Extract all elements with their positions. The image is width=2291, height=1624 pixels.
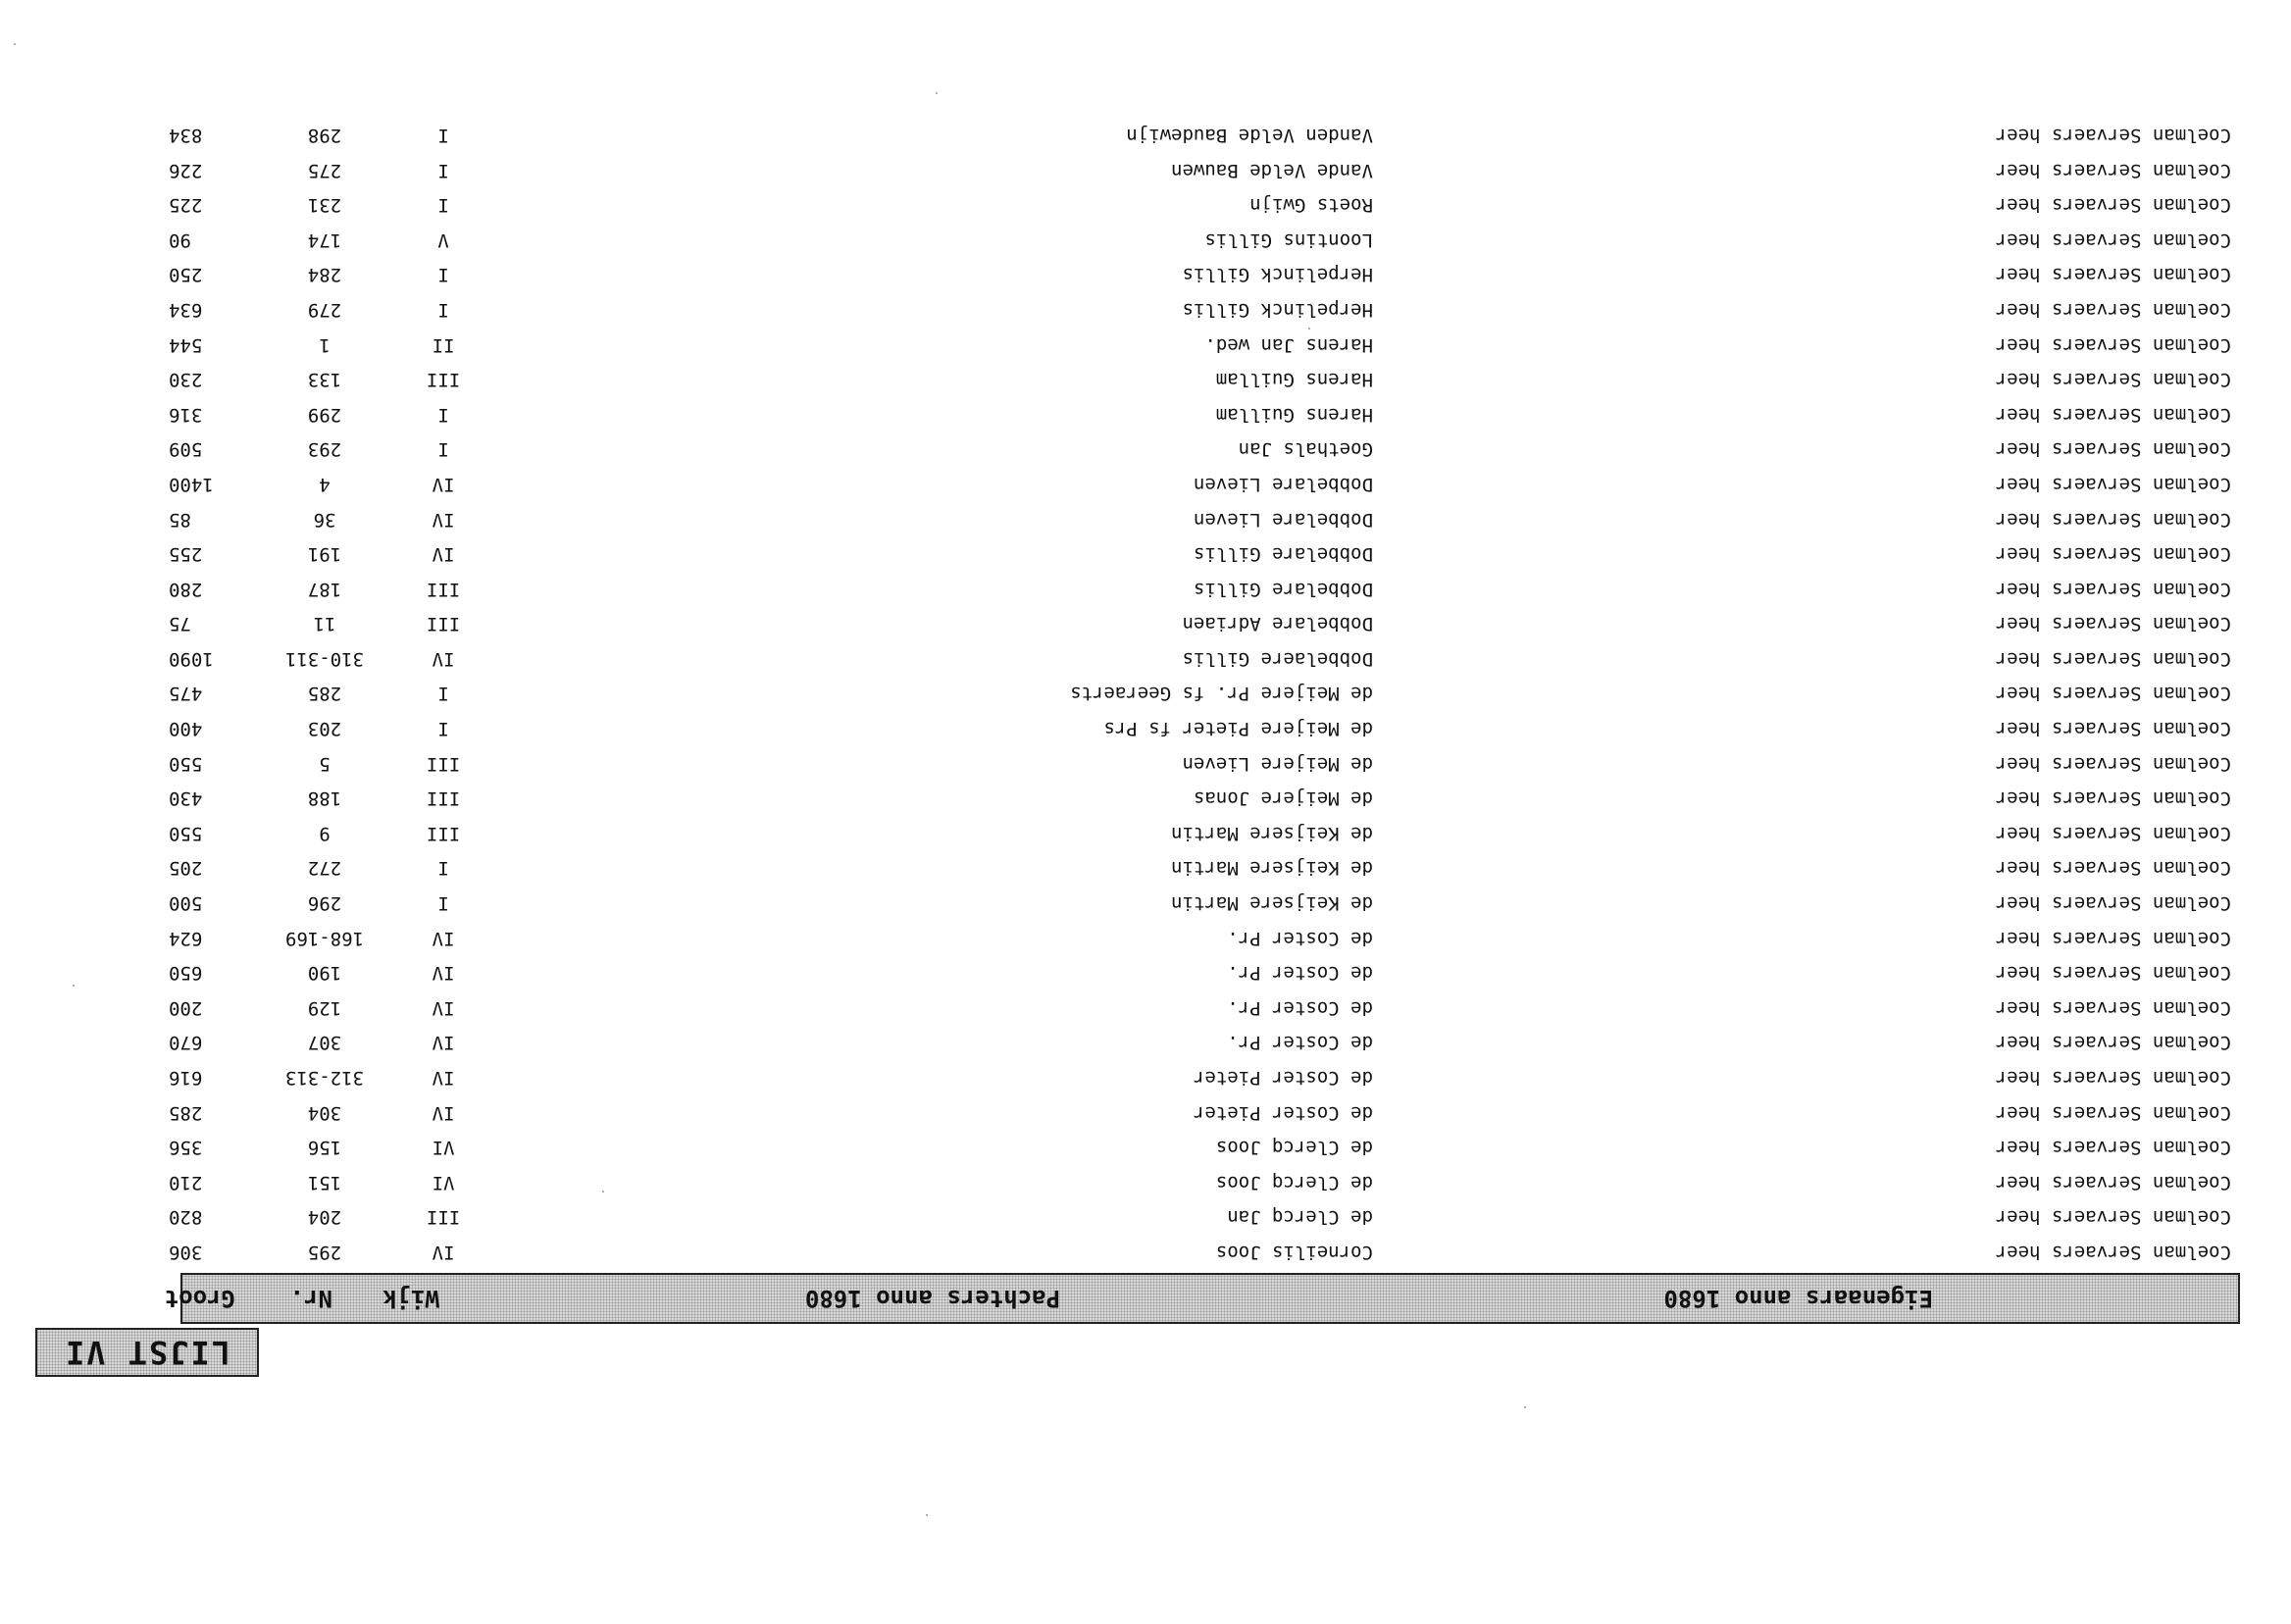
cell-eigenaar: Coelman Servaers heer: [1995, 403, 2231, 426]
cell-pachter: Dobbelare Lieven: [1193, 473, 1373, 495]
cell-nr: 310-311: [284, 647, 365, 670]
cell-groot: 250: [169, 264, 203, 286]
cell-eigenaar: Coelman Servaers heer: [1995, 298, 2231, 321]
cell-pachter: de Keijsere Martin: [1171, 892, 1373, 915]
cell-wijk: I: [437, 892, 449, 915]
cell-groot: 225: [169, 194, 203, 217]
table-row: [0, 918, 2291, 953]
table-row: [0, 360, 2291, 395]
cell-wijk: II: [432, 333, 455, 356]
table-row: [0, 325, 2291, 360]
cell-eigenaar: Coelman Servaers heer: [1995, 125, 2231, 146]
cell-nr: 191: [307, 543, 342, 566]
cell-groot: 316: [169, 403, 203, 426]
cell-groot: 210: [169, 1171, 203, 1193]
table-row: [0, 499, 2291, 534]
cell-pachter: Herpelinck Gillis: [1182, 298, 1373, 321]
cell-pachter: de Meijere Lieven: [1182, 752, 1373, 775]
table-row: [0, 1057, 2291, 1092]
cell-pachter: de Coster Pr.: [1227, 1032, 1373, 1054]
cell-pachter: de Meijere Jonas: [1193, 787, 1373, 810]
cell-eigenaar: Coelman Servaers heer: [1995, 1242, 2231, 1263]
table-row: [0, 883, 2291, 918]
cell-groot: 90: [169, 228, 191, 251]
cell-groot: 306: [169, 1242, 203, 1263]
cell-pachter: Roets Gwijn: [1249, 194, 1373, 217]
cell-groot: 634: [169, 298, 203, 321]
table-row: [0, 115, 2291, 150]
cell-eigenaar: Coelman Servaers heer: [1995, 438, 2231, 461]
cell-wijk: IV: [432, 647, 455, 670]
cell-pachter: de Coster Pr.: [1227, 927, 1373, 949]
cell-nr: 275: [307, 159, 342, 181]
cell-eigenaar: Coelman Servaers heer: [1995, 613, 2231, 635]
cell-nr: 298: [307, 125, 342, 146]
cell-eigenaar: Coelman Servaers heer: [1995, 1067, 2231, 1090]
cell-nr: 36: [313, 508, 336, 531]
cell-groot: 834: [169, 125, 203, 146]
cell-pachter: de Meijere Pieter fs Prs: [1103, 718, 1373, 740]
cell-nr: 190: [307, 962, 342, 985]
cell-groot: 650: [169, 962, 203, 985]
cell-eigenaar: Coelman Servaers heer: [1995, 857, 2231, 880]
table-row: [0, 638, 2291, 674]
cell-wijk: I: [437, 718, 449, 740]
cell-eigenaar: Coelman Servaers heer: [1995, 264, 2231, 286]
cell-wijk: III: [426, 787, 461, 810]
cell-nr: 296: [307, 892, 342, 915]
cell-nr: 304: [307, 1101, 342, 1124]
cell-eigenaar: Coelman Servaers heer: [1995, 369, 2231, 391]
cell-wijk: III: [426, 369, 461, 391]
table-row: [0, 534, 2291, 570]
cell-nr: 9: [319, 822, 331, 844]
cell-pachter: Dobbelare Adriaen: [1182, 613, 1373, 635]
cell-groot: 280: [169, 578, 203, 600]
cell-wijk: III: [426, 752, 461, 775]
header-pachters: Pachters anno 1680: [804, 1285, 1060, 1312]
table-row: [0, 709, 2291, 744]
cell-groot: 820: [169, 1206, 203, 1229]
table-row: [0, 255, 2291, 290]
cell-groot: 230: [169, 369, 203, 391]
cell-eigenaar: Coelman Servaers heer: [1995, 822, 2231, 844]
cell-groot: 430: [169, 787, 203, 810]
cell-pachter: Herpelinck Gillis: [1182, 264, 1373, 286]
cell-groot: 1400: [169, 473, 214, 495]
cell-eigenaar: Coelman Servaers heer: [1995, 1137, 2231, 1159]
scan-speck: [14, 43, 16, 45]
list-title-text: LIJST VI: [63, 1334, 231, 1371]
cell-nr: 279: [307, 298, 342, 321]
cell-eigenaar: Coelman Servaers heer: [1995, 543, 2231, 566]
cell-eigenaar: Coelman Servaers heer: [1995, 647, 2231, 670]
cell-groot: 509: [169, 438, 203, 461]
cell-groot: 624: [169, 927, 203, 949]
cell-eigenaar: Coelman Servaers heer: [1995, 787, 2231, 810]
header-groot: Groot: [164, 1285, 235, 1312]
cell-nr: 307: [307, 1032, 342, 1054]
cell-groot: 85: [169, 508, 191, 531]
table-row: [0, 430, 2291, 465]
cell-wijk: I: [437, 403, 449, 426]
cell-groot: 226: [169, 159, 203, 181]
table-row: [0, 1232, 2291, 1267]
cell-nr: 312-313: [284, 1067, 365, 1090]
cell-groot: 544: [169, 333, 203, 356]
cell-groot: 356: [169, 1137, 203, 1159]
cell-wijk: III: [426, 578, 461, 600]
cell-nr: 151: [307, 1171, 342, 1193]
list-title: [35, 1328, 259, 1377]
cell-wijk: III: [426, 822, 461, 844]
table-row: [0, 220, 2291, 255]
table-row: [0, 813, 2291, 848]
cell-pachter: Vanden Velde Baudewijn: [1126, 125, 1373, 146]
cell-wijk: IV: [432, 1067, 455, 1090]
cell-pachter: Harens Guillam: [1215, 369, 1373, 391]
cell-eigenaar: Coelman Servaers heer: [1995, 473, 2231, 495]
scan-speck: [73, 985, 75, 987]
cell-wijk: IV: [432, 927, 455, 949]
cell-wijk: IV: [432, 996, 455, 1019]
cell-eigenaar: Coelman Servaers heer: [1995, 508, 2231, 531]
cell-pachter: Dobbelare Gillis: [1193, 578, 1373, 600]
cell-pachter: de Meijere Pr. fs Geeraerts: [1070, 683, 1373, 705]
table-row: [0, 1092, 2291, 1128]
table-row: [0, 848, 2291, 884]
scan-speck: [1308, 328, 1310, 330]
cell-pachter: de Keijsere Martin: [1171, 857, 1373, 880]
cell-wijk: IV: [432, 508, 455, 531]
cell-eigenaar: Coelman Servaers heer: [1995, 194, 2231, 217]
scan-speck: [1524, 1406, 1526, 1408]
table-row: [0, 569, 2291, 604]
header-eigenaars: Eigenaars anno 1680: [1663, 1285, 1933, 1312]
cell-wijk: IV: [432, 1242, 455, 1263]
cell-pachter: de Clercq Joos: [1215, 1137, 1373, 1159]
cell-wijk: VI: [432, 1137, 455, 1159]
cell-groot: 285: [169, 1101, 203, 1124]
cell-nr: 188: [307, 787, 342, 810]
cell-eigenaar: Coelman Servaers heer: [1995, 962, 2231, 985]
cell-groot: 255: [169, 543, 203, 566]
cell-nr: 11: [313, 613, 336, 635]
cell-groot: 616: [169, 1067, 203, 1090]
cell-nr: 5: [319, 752, 331, 775]
cell-pachter: Harens Jan wed.: [1204, 333, 1373, 356]
cell-wijk: IV: [432, 1032, 455, 1054]
cell-wijk: VI: [432, 1171, 455, 1193]
cell-pachter: de Coster Pr.: [1227, 996, 1373, 1019]
cell-nr: 204: [307, 1206, 342, 1229]
cell-eigenaar: Coelman Servaers heer: [1995, 228, 2231, 251]
table-row: [0, 674, 2291, 709]
table-row: [0, 1162, 2291, 1197]
table-row: [0, 779, 2291, 814]
table-row: [0, 743, 2291, 779]
cell-pachter: de Coster Pieter: [1193, 1101, 1373, 1124]
cell-eigenaar: Coelman Servaers heer: [1995, 159, 2231, 181]
cell-eigenaar: Coelman Servaers heer: [1995, 927, 2231, 949]
cell-wijk: I: [437, 264, 449, 286]
cell-groot: 400: [169, 718, 203, 740]
cell-nr: 156: [307, 1137, 342, 1159]
header-nr: Nr.: [289, 1285, 332, 1312]
cell-wijk: IV: [432, 962, 455, 985]
cell-nr: 129: [307, 996, 342, 1019]
cell-wijk: I: [437, 298, 449, 321]
cell-pachter: Loontins Gillis: [1204, 228, 1373, 251]
cell-wijk: I: [437, 194, 449, 217]
table-row: [0, 1023, 2291, 1058]
cell-wijk: I: [437, 438, 449, 461]
cell-wijk: IV: [432, 543, 455, 566]
cell-groot: 670: [169, 1032, 203, 1054]
cell-pachter: Corneilis Joos: [1215, 1242, 1373, 1263]
table-row: [0, 150, 2291, 185]
cell-nr: 284: [307, 264, 342, 286]
cell-pachter: Harens Guillam: [1215, 403, 1373, 426]
cell-nr: 299: [307, 403, 342, 426]
cell-nr: 295: [307, 1242, 342, 1263]
cell-groot: 200: [169, 996, 203, 1019]
cell-wijk: I: [437, 683, 449, 705]
cell-eigenaar: Coelman Servaers heer: [1995, 1101, 2231, 1124]
cell-pachter: Dobbelaere Gillis: [1182, 647, 1373, 670]
table-row: [0, 1128, 2291, 1163]
scan-speck: [936, 92, 938, 94]
cell-pachter: de Keijsere Martin: [1171, 822, 1373, 844]
table-row: [0, 289, 2291, 325]
cell-nr: 231: [307, 194, 342, 217]
scan-speck: [926, 1514, 928, 1516]
cell-wijk: I: [437, 159, 449, 181]
cell-groot: 500: [169, 892, 203, 915]
table-header: [164, 1273, 2240, 1324]
cell-pachter: de Clercq Joos: [1215, 1171, 1373, 1193]
cell-wijk: I: [437, 125, 449, 146]
table-row: [0, 1197, 2291, 1233]
cell-nr: 203: [307, 718, 342, 740]
cell-eigenaar: Coelman Servaers heer: [1995, 752, 2231, 775]
cell-wijk: IV: [432, 1101, 455, 1124]
cell-eigenaar: Coelman Servaers heer: [1995, 333, 2231, 356]
cell-wijk: I: [437, 857, 449, 880]
cell-groot: 1090: [169, 647, 214, 670]
cell-nr: 133: [307, 369, 342, 391]
table-body: [0, 115, 2291, 1267]
cell-eigenaar: Coelman Servaers heer: [1995, 718, 2231, 740]
cell-groot: 550: [169, 822, 203, 844]
table-row: [0, 464, 2291, 499]
cell-eigenaar: Coelman Servaers heer: [1995, 996, 2231, 1019]
table-row: [0, 604, 2291, 639]
cell-pachter: de Coster Pieter: [1193, 1067, 1373, 1090]
cell-groot: 550: [169, 752, 203, 775]
cell-eigenaar: Coelman Servaers heer: [1995, 1171, 2231, 1193]
table-row: [0, 394, 2291, 430]
cell-pachter: de Clercq Jan: [1227, 1206, 1373, 1229]
cell-nr: 293: [307, 438, 342, 461]
cell-wijk: III: [426, 613, 461, 635]
cell-pachter: Goethals Jan: [1238, 438, 1373, 461]
cell-groot: 75: [169, 613, 191, 635]
cell-eigenaar: Coelman Servaers heer: [1995, 1032, 2231, 1054]
cell-pachter: Vande Velde Bauwen: [1171, 159, 1373, 181]
cell-nr: 187: [307, 578, 342, 600]
cell-pachter: de Coster Pr.: [1227, 962, 1373, 985]
cell-eigenaar: Coelman Servaers heer: [1995, 892, 2231, 915]
cell-groot: 475: [169, 683, 203, 705]
scan-speck: [602, 1191, 604, 1193]
cell-nr: 285: [307, 683, 342, 705]
header-wijk: Wijk: [382, 1285, 439, 1312]
table-row: [0, 988, 2291, 1023]
cell-pachter: Dobbelare Gillis: [1193, 543, 1373, 566]
cell-eigenaar: Coelman Servaers heer: [1995, 1206, 2231, 1229]
cell-wijk: IV: [432, 473, 455, 495]
cell-eigenaar: Coelman Servaers heer: [1995, 578, 2231, 600]
cell-pachter: Dobbelare Lieven: [1193, 508, 1373, 531]
cell-eigenaar: Coelman Servaers heer: [1995, 683, 2231, 705]
cell-nr: 4: [319, 473, 331, 495]
table-row: [0, 185, 2291, 221]
cell-nr: 272: [307, 857, 342, 880]
cell-nr: 1: [319, 333, 331, 356]
table-row: [0, 953, 2291, 989]
cell-wijk: III: [426, 1206, 461, 1229]
cell-wijk: V: [437, 228, 449, 251]
cell-groot: 205: [169, 857, 203, 880]
cell-nr: 168-169: [284, 927, 365, 949]
cell-nr: 174: [307, 228, 342, 251]
